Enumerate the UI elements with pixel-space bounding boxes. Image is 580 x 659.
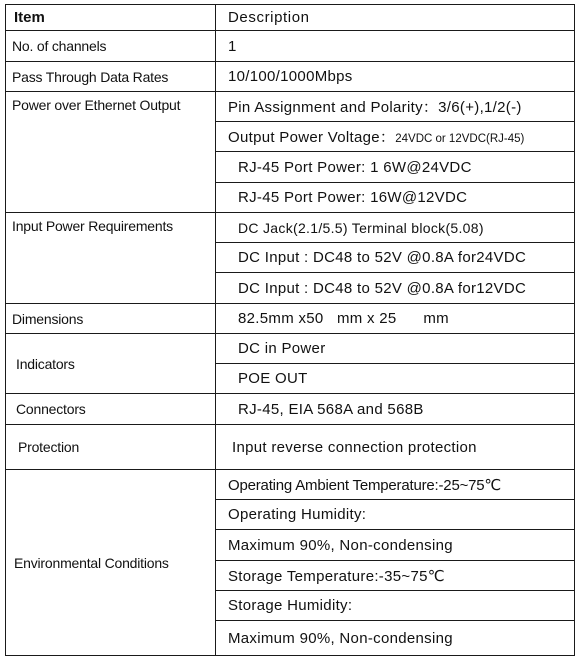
value-dimensions: 82.5mm x50 mm x 25 mm bbox=[216, 304, 575, 334]
item-indicators: Indicators bbox=[6, 334, 216, 394]
value-storage-humidity: Storage Humidity: bbox=[216, 591, 575, 621]
value-storage-temperature: Storage Temperature:-35~75℃ bbox=[216, 561, 575, 591]
spec-table bbox=[5, 4, 575, 656]
value-channels: 1 bbox=[216, 31, 575, 62]
item-data-rates: Pass Through Data Rates bbox=[6, 62, 216, 92]
value-protection: Input reverse connection protection bbox=[216, 425, 575, 470]
header-description: Description bbox=[216, 5, 575, 31]
item-protection: Protection bbox=[6, 425, 216, 470]
header-row bbox=[6, 5, 575, 31]
value-dc-in-power: DC in Power bbox=[216, 334, 575, 364]
value-poe-out: POE OUT bbox=[216, 364, 575, 394]
item-environment: Environmental Conditions bbox=[6, 470, 216, 656]
value-storage-humidity-max: Maximum 90%, Non-condensing bbox=[216, 621, 575, 656]
table-row bbox=[6, 470, 575, 500]
value-pin-assignment: Pin Assignment and Polarity：3/6(+),1/2(-) bbox=[216, 92, 575, 122]
value-operating-temperature: Operating Ambient Temperature:-25~75℃ bbox=[216, 470, 575, 500]
item-poe-output: Power over Ethernet Output bbox=[6, 92, 216, 213]
item-channels: No. of channels bbox=[6, 31, 216, 62]
value-operating-humidity-max: Maximum 90%, Non-condensing bbox=[216, 530, 575, 561]
output-voltage-value: 24VDC or 12VDC(RJ-45) bbox=[395, 133, 525, 145]
item-dimensions: Dimensions bbox=[6, 304, 216, 334]
value-data-rates: 10/100/1000Mbps bbox=[216, 62, 575, 92]
table-row bbox=[6, 394, 575, 425]
value-dc-input-12: DC Input : DC48 to 52V @0.8A for12VDC bbox=[216, 273, 575, 304]
value-connectors: RJ-45, EIA 568A and 568B bbox=[216, 394, 575, 425]
value-output-voltage bbox=[216, 122, 575, 152]
table-row bbox=[6, 92, 575, 122]
value-port-power-12: RJ-45 Port Power: 16W@12VDC bbox=[216, 183, 575, 213]
header-item: Item bbox=[6, 5, 216, 31]
table-row bbox=[6, 425, 575, 470]
table-row bbox=[6, 334, 575, 364]
table-row bbox=[6, 304, 575, 334]
table-row bbox=[6, 213, 575, 243]
item-input-power: Input Power Requirements bbox=[6, 213, 216, 304]
table-row bbox=[6, 31, 575, 62]
value-dc-input-24: DC Input : DC48 to 52V @0.8A for24VDC bbox=[216, 243, 575, 273]
table-row bbox=[6, 62, 575, 92]
item-connectors: Connectors bbox=[6, 394, 216, 425]
output-voltage-label: Output Power Voltage： bbox=[228, 129, 396, 146]
value-operating-humidity: Operating Humidity: bbox=[216, 500, 575, 530]
value-port-power-24: RJ-45 Port Power: 1 6W@24VDC bbox=[216, 152, 575, 183]
value-dc-jack: DC Jack(2.1/5.5) Terminal block(5.08) bbox=[216, 213, 575, 243]
